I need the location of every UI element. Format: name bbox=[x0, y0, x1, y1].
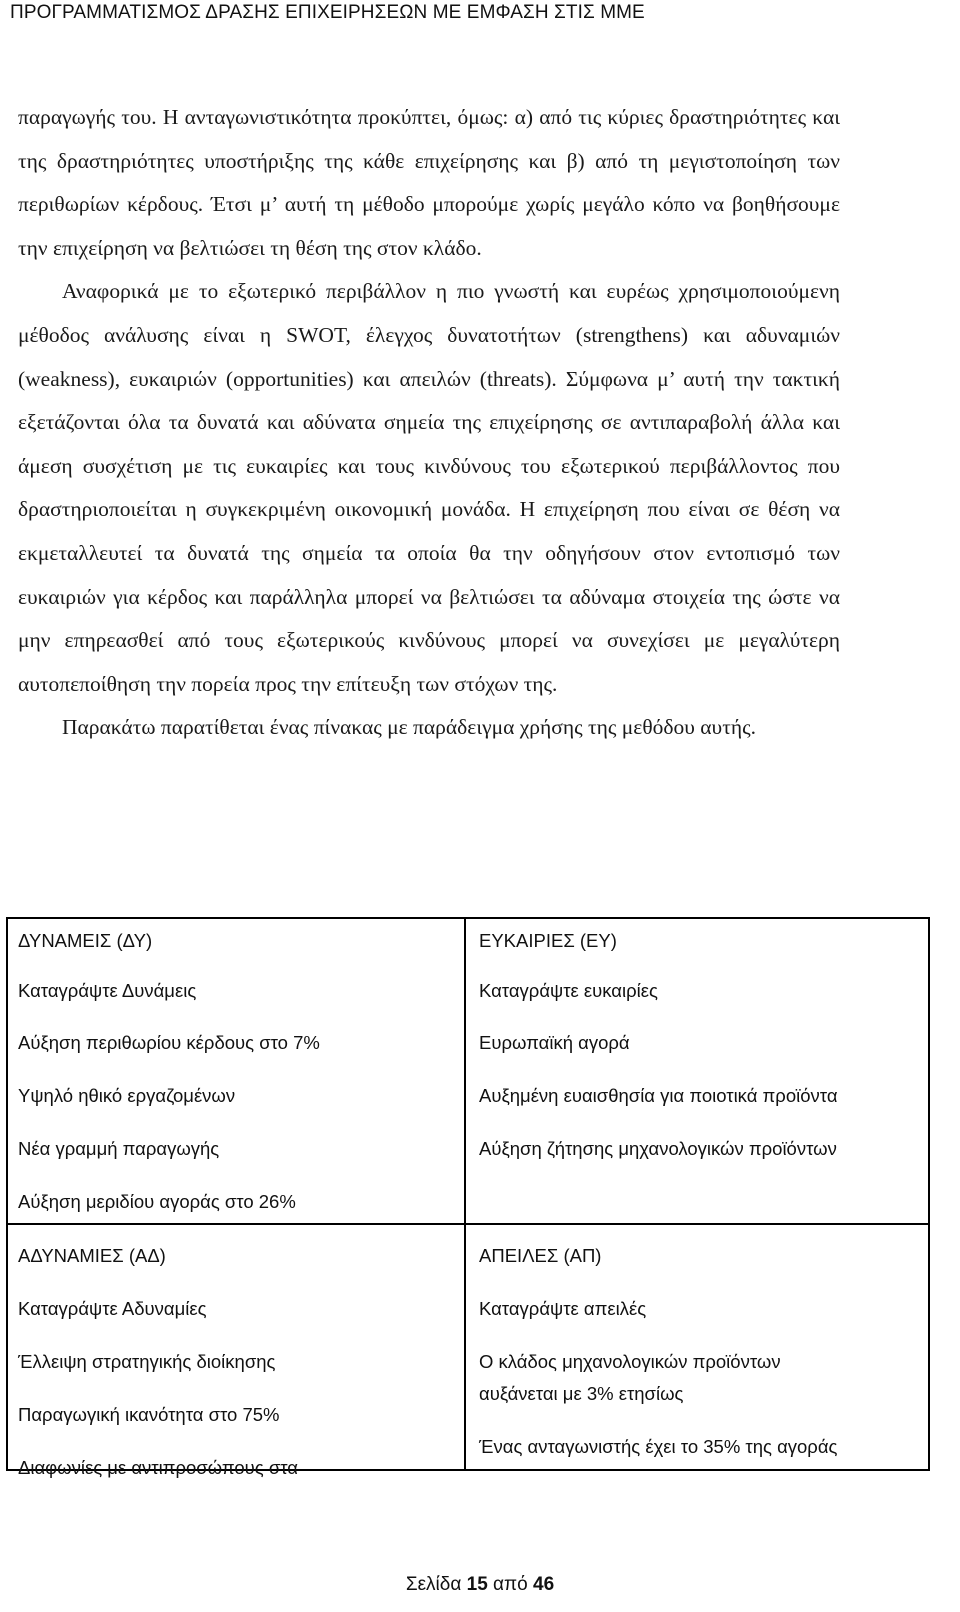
threats-item: Ο κλάδος μηχανολογικών προϊόντων bbox=[479, 1351, 781, 1372]
weaknesses-heading: ΑΔΥΝΑΜΙΕΣ (ΑΔ) bbox=[18, 1245, 166, 1266]
paragraph-3: Παρακάτω παρατίθεται ένας πίνακας με παράδειγμα χρήσης της μεθόδου αυτής. bbox=[62, 715, 756, 740]
footer-prefix: Σελίδα bbox=[405, 1574, 462, 1595]
threats-item: Ένας ανταγωνιστής έχει το 35% της αγοράς bbox=[479, 1436, 838, 1457]
strengths-item: Υψηλό ηθικό εργαζομένων bbox=[18, 1085, 236, 1106]
strengths-heading: ΔΥΝΑΜΕΙΣ (ΔΥ) bbox=[18, 930, 153, 951]
current-page-number: 15 bbox=[466, 1574, 488, 1595]
strengths-item: Νέα γραμμή παραγωγής bbox=[18, 1138, 220, 1159]
swot-divider-vertical bbox=[464, 917, 466, 1471]
swot-table bbox=[6, 917, 930, 1478]
threats-heading: ΑΠΕΙΛΕΣ (ΑΠ) bbox=[479, 1245, 602, 1266]
running-header: ΠΡΟΓΡΑΜΜΑΤΙΣΜΟΣ ΔΡΑΣΗΣ ΕΠΙΧΕΙΡΗΣΕΩΝ ΜΕ ΕΜΦΑΣΗ ΣΤΙΣ ΜΜΕ bbox=[10, 2, 645, 23]
body-text bbox=[18, 96, 840, 750]
threats-item: Καταγράψτε απειλές bbox=[479, 1298, 647, 1319]
strengths-item: Αύξηση περιθωρίου κέρδους στο 7% bbox=[18, 1032, 320, 1053]
weaknesses-item: Διαφωνίες με αντιπροσώπους στα bbox=[18, 1457, 298, 1478]
weaknesses-item: Έλλειψη στρατηγικής διοίκησης bbox=[18, 1351, 276, 1372]
paragraph-1: παραγωγής του. Η ανταγωνιστικότητα προκύπτει, όμως: α) από τις κύριες δραστηριότητες και της δραστηριότητες υποστήριξης της κάθε επιχείρησης και β) από τη μεγιστοποίηση των περιθωρίων κέρδους. Έτσι μ’ αυτή τη μέθοδο μπορούμε χωρίς μεγάλο κόπο να βοηθήσουμε την επιχείρηση να βελτιώσει τη θέση της στον κλάδο. bbox=[18, 105, 840, 260]
page-footer bbox=[0, 1574, 960, 1596]
footer-middle: από bbox=[493, 1574, 528, 1595]
strengths-item: Καταγράψτε Δυνάμεις bbox=[18, 980, 197, 1001]
weaknesses-item: Παραγωγική ικανότητα στο 75% bbox=[18, 1404, 280, 1425]
opportunities-item: Αυξημένη ευαισθησία για ποιοτικά προϊόντα bbox=[479, 1085, 838, 1106]
threats-item: αυξάνεται με 3% ετησίως bbox=[479, 1383, 684, 1404]
swot-divider-horizontal bbox=[8, 1223, 928, 1225]
opportunities-item: Καταγράψτε ευκαιρίες bbox=[479, 980, 658, 1001]
weaknesses-item: Καταγράψτε Αδυναμίες bbox=[18, 1298, 207, 1319]
opportunities-heading: ΕΥΚΑΙΡΙΕΣ (ΕΥ) bbox=[479, 930, 617, 951]
paragraph-2: Αναφορικά με το εξωτερικό περιβάλλον η πιο γνωστή και ευρέως χρησιμοποιούμενη μέθοδος ανάλυσης είναι η SWOT, έλεγχος δυνατοτήτων (strengthens) και αδυναμιών (weakness), ευκαιριών (opportunities) και απειλών (threats). Σύμφωνα μ’ αυτή την τακτική εξετάζονται όλα τα δυνατά και αδύνατα σημεία της επιχείρησης σε αντιπαραβολή άλλα και άμεση συσχέτιση με τις ευκαιρίες και τους κινδύνους του εξωτερικού περιβάλλοντος που δραστηριοποιείται η συγκεκριμένη οικονομική μονάδα. Η επιχείρηση που είναι σε θέση να εκμεταλλευτεί τα δυνατά της σημεία τα οποία θα την οδηγήσουν στον εντοπισμό των ευκαιριών για κέρδος και παράλληλα μπορεί να βελτιώσει τα αδύναμα στοιχεία της ώστε να μην επηρεασθεί από τους εξωτερικούς κινδύνους μπορεί να συνεχίσει με μεγαλύτερη αυτοπεποίθηση την πορεία προς την επίτευξη των στόχων της. bbox=[18, 279, 840, 696]
opportunities-item: Ευρωπαϊκή αγορά bbox=[479, 1032, 630, 1053]
total-pages-number: 46 bbox=[533, 1574, 555, 1595]
strengths-item: Αύξηση μεριδίου αγοράς στο 26% bbox=[18, 1191, 296, 1212]
opportunities-item: Αύξηση ζήτησης μηχανολογικών προϊόντων bbox=[479, 1138, 837, 1159]
